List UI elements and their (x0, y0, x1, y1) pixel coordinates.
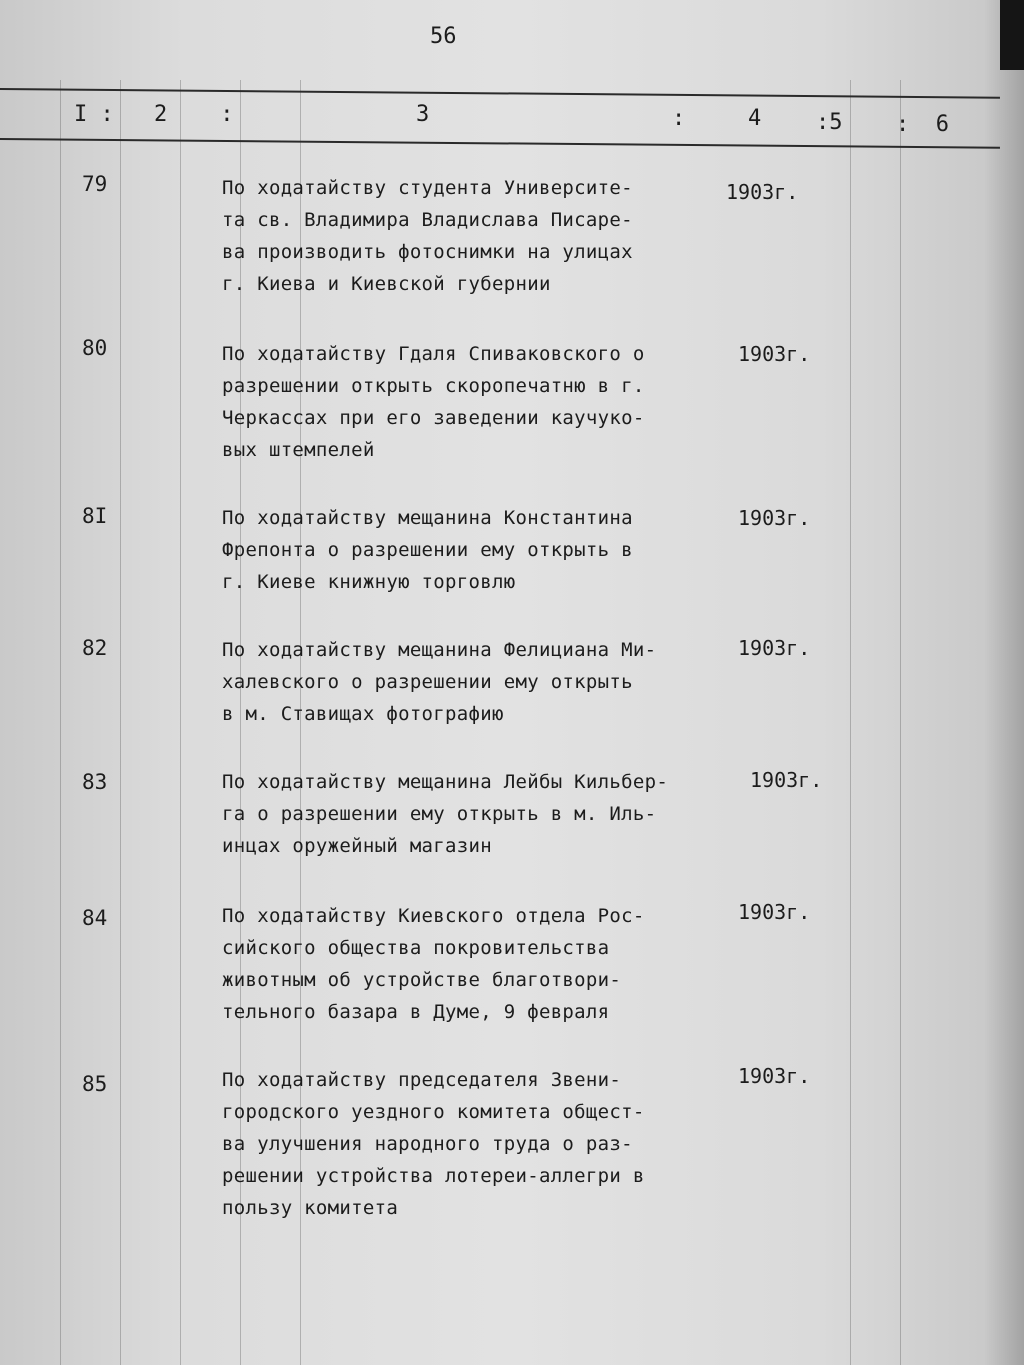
entry-year: 1903г. (738, 1064, 811, 1088)
header-column-1: I : (74, 102, 114, 127)
entry-number: 82 (82, 636, 108, 660)
entry-description: По ходатайству студента Университе- та св. Владимира Владислава Писаре- ва производить фотоснимки на улицах г. Киева и Киевской губернии (222, 177, 633, 295)
entry-number: 84 (82, 906, 108, 930)
entry-number: 83 (82, 770, 108, 794)
entry-description: По ходатайству Киевского отдела Рос- сийского общества покровительства животным об устройстве благотвори- тельного базара в Думе, 9 февраля (222, 905, 645, 1023)
header-column-4: 4 (748, 106, 762, 131)
entry-description: По ходатайству мещанина Лейбы Кильбер- га о разрешении ему открыть в м. Иль- инцах оружейный магазин (222, 771, 669, 857)
entry-year: 1903г. (726, 180, 799, 204)
header-column-3: 3 (416, 102, 430, 127)
binding-mark (1000, 0, 1024, 70)
entry-number: 80 (82, 336, 108, 360)
entry-description: По ходатайству председателя Звени- городского уездного комитета общест- ва улучшения народного труда о раз- решении устройства лотереи-аллегри в пользу комитета (222, 1069, 645, 1219)
column-rule (850, 80, 851, 1365)
entry-description: По ходатайству Гдаля Спиваковского о разрешении открыть скоропечатню в г. Черкассах при его заведении каучуко- вых штемпелей (222, 343, 645, 461)
column-rule (120, 80, 121, 1365)
entry-description: По ходатайству мещанина Фелициана Ми- халевского о разрешении ему открыть в м. Ставищах фотографию (222, 639, 657, 725)
header-column-6: : 6 (896, 112, 949, 137)
entry-year: 1903г. (738, 506, 811, 530)
header-column-5: :5 (816, 110, 843, 135)
entry-year: 1903г. (750, 768, 823, 792)
entry-number: 8I (82, 504, 108, 528)
page-number: 56 (430, 24, 457, 49)
entry-year: 1903г. (738, 636, 811, 660)
column-rule (900, 80, 901, 1365)
entry-description: По ходатайству мещанина Константина Фрепонта о разрешении ему открыть в г. Киеве книжную торговлю (222, 507, 633, 593)
entry-number: 85 (82, 1072, 108, 1096)
entry-number: 79 (82, 172, 108, 196)
entry-year: 1903г. (738, 342, 811, 366)
header-separator-3: : (672, 106, 686, 131)
column-rule (60, 80, 61, 1365)
entry-year: 1903г. (738, 900, 811, 924)
column-rule (180, 80, 181, 1365)
page-edge-shadow (984, 0, 1024, 1365)
header-column-2: 2 : (154, 102, 234, 127)
